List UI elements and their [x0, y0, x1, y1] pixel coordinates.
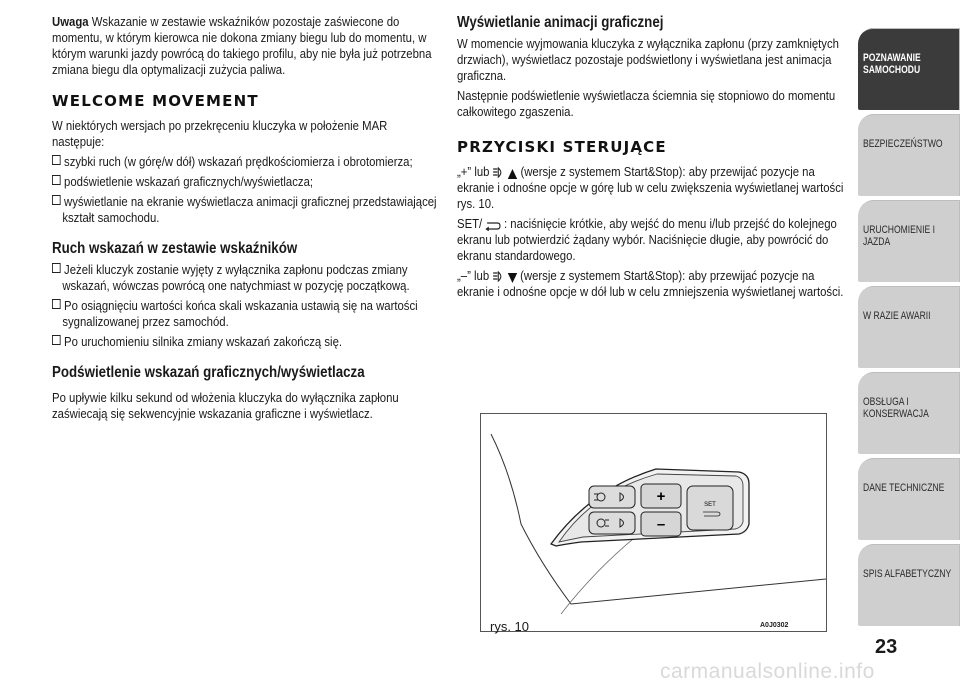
fog-light-button	[589, 486, 635, 508]
plus-label: +	[656, 488, 666, 505]
podswietlenie-text: Po upływie kilku sekund od włożenia kluczyka do wyłącznika zapłonu zaświecają się sekwencyjnie wskazania graficzne i wyświetlacz.	[52, 390, 399, 421]
list-item: Po osiągnięciu wartości końca skali wskazania ustawią się na wartości sygnalizowanej przez samochód.	[52, 298, 449, 330]
triangle-up-icon	[508, 169, 517, 179]
list-item: podświetlenie wskazań graficznych/wyświetlacza;	[52, 174, 449, 190]
control-panel-illustration	[481, 414, 826, 631]
list-item: Po uruchomieniu silnika zmiany wskazań zakończą się.	[52, 334, 449, 350]
tab-spis-alfabetyczny[interactable]: SPIS ALFABETYCZNY	[858, 544, 960, 626]
display-settings-icon	[492, 270, 504, 283]
triangle-down-icon	[508, 273, 517, 283]
animation-heading: Wyświetlanie animacji graficznej	[457, 14, 664, 31]
rear-fog-button	[589, 512, 635, 534]
tab-bezpieczenstwo[interactable]: BEZPIECZEŃSTWO	[858, 114, 960, 196]
checkbox-bullet-icon	[52, 263, 61, 273]
set-label: SET	[704, 502, 716, 508]
figure-code: A0J0302	[760, 622, 789, 629]
checkbox-bullet-icon	[52, 335, 61, 345]
buttons-heading: PRZYCISKI STERUJĄCE	[457, 138, 667, 156]
podswietlenie-heading: Podświetlenie wskazań graficznych/wyświetlacza	[52, 364, 365, 381]
note-text: Wskazanie w zestawie wskaźników pozostaje zaświecone do momentu, w którym kierowca nie dokona zmiany biegu lub do momentu, w którym warunki jazdy powrócą do takiego profilu, aby nie była już potrzebna zmiana biegu dla optymalizacji zużycia paliwa.	[52, 14, 432, 77]
left-column	[52, 14, 440, 422]
note-lead: Uwaga	[52, 14, 89, 29]
note-paragraph	[52, 14, 439, 78]
plus-paragraph: „+” lub (wersje z systemem Start&Stop): aby przewijać pozycje na ekranie i odnośne opcje w górę lub w celu zwiększenia wyświetlanej wartości rys. 10.	[457, 164, 844, 211]
tab-uruchomienie-i-jazda[interactable]: URUCHOMIENIE I JAZDA	[858, 200, 960, 282]
list-item: szybki ruch (w górę/w dół) wskazań prędkościomierza i obrotomierza;	[52, 154, 449, 170]
set-button	[687, 486, 733, 530]
welcome-heading: WELCOME MOVEMENT	[52, 92, 259, 110]
middle-column	[457, 14, 849, 300]
minus-paragraph: „–” lub (wersje z systemem Start&Stop): aby przewijać pozycje na ekranie i odnośne opcje w dół lub w celu zmniejszenia wyświetlanej wartości.	[457, 268, 844, 299]
figure-control-panel	[480, 413, 827, 632]
checkbox-bullet-icon	[52, 175, 61, 185]
tab-poznawanie-samochodu[interactable]: POZNAWANIE SAMOCHODU	[858, 28, 960, 110]
display-settings-icon	[493, 166, 505, 179]
checkbox-bullet-icon	[52, 195, 61, 205]
set-paragraph: SET/ : naciśnięcie krótkie, aby wejść do menu i/lub przejść do kolejnego ekranu lub potwierdzić żądany wybór. Naciśnięcie długie, aby powrócić do ekranu standardowego.	[457, 216, 837, 263]
minus-label: –	[656, 516, 666, 533]
tab-obsluga-i-konserwacja[interactable]: OBSŁUGA I KONSERWACJA	[858, 372, 960, 454]
list-item: wyświetlanie na ekranie wyświetlacza animacji graficznej przedstawiającej kształt samochodu.	[52, 194, 449, 226]
page-number: 23	[875, 636, 898, 658]
figure-caption: rys. 10	[490, 619, 530, 634]
return-arrow-icon	[485, 221, 500, 231]
tab-dane-techniczne[interactable]: DANE TECHNICZNE	[858, 458, 960, 540]
ruch-heading: Ruch wskazań w zestawie wskaźników	[52, 240, 298, 257]
checkbox-bullet-icon	[52, 155, 61, 165]
animation-paragraph-1: W momencie wyjmowania kluczyka z wyłącznika zapłonu (przy zamkniętych drzwiach), wyświetlacz pozostaje podświetlony i wyświetlana jest animacja graficzna.	[457, 36, 839, 83]
welcome-intro: W niektórych wersjach po przekręceniu kluczyka w położenie MAR następuje:	[52, 118, 388, 149]
checkbox-bullet-icon	[52, 299, 61, 309]
animation-paragraph-2: Następnie podświetlenie wyświetlacza ściemnia się stopniowo do momentu całkowitego zgaszenia.	[457, 88, 836, 119]
watermark: carmanualsonline.info	[660, 660, 875, 683]
tab-w-razie-awarii[interactable]: W RAZIE AWARII	[858, 286, 960, 368]
list-item: Jeżeli kluczyk zostanie wyjęty z wyłącznika zapłonu podczas zmiany wskazań, wówczas powrócą one natychmiast w pozycję początkową.	[52, 262, 449, 294]
